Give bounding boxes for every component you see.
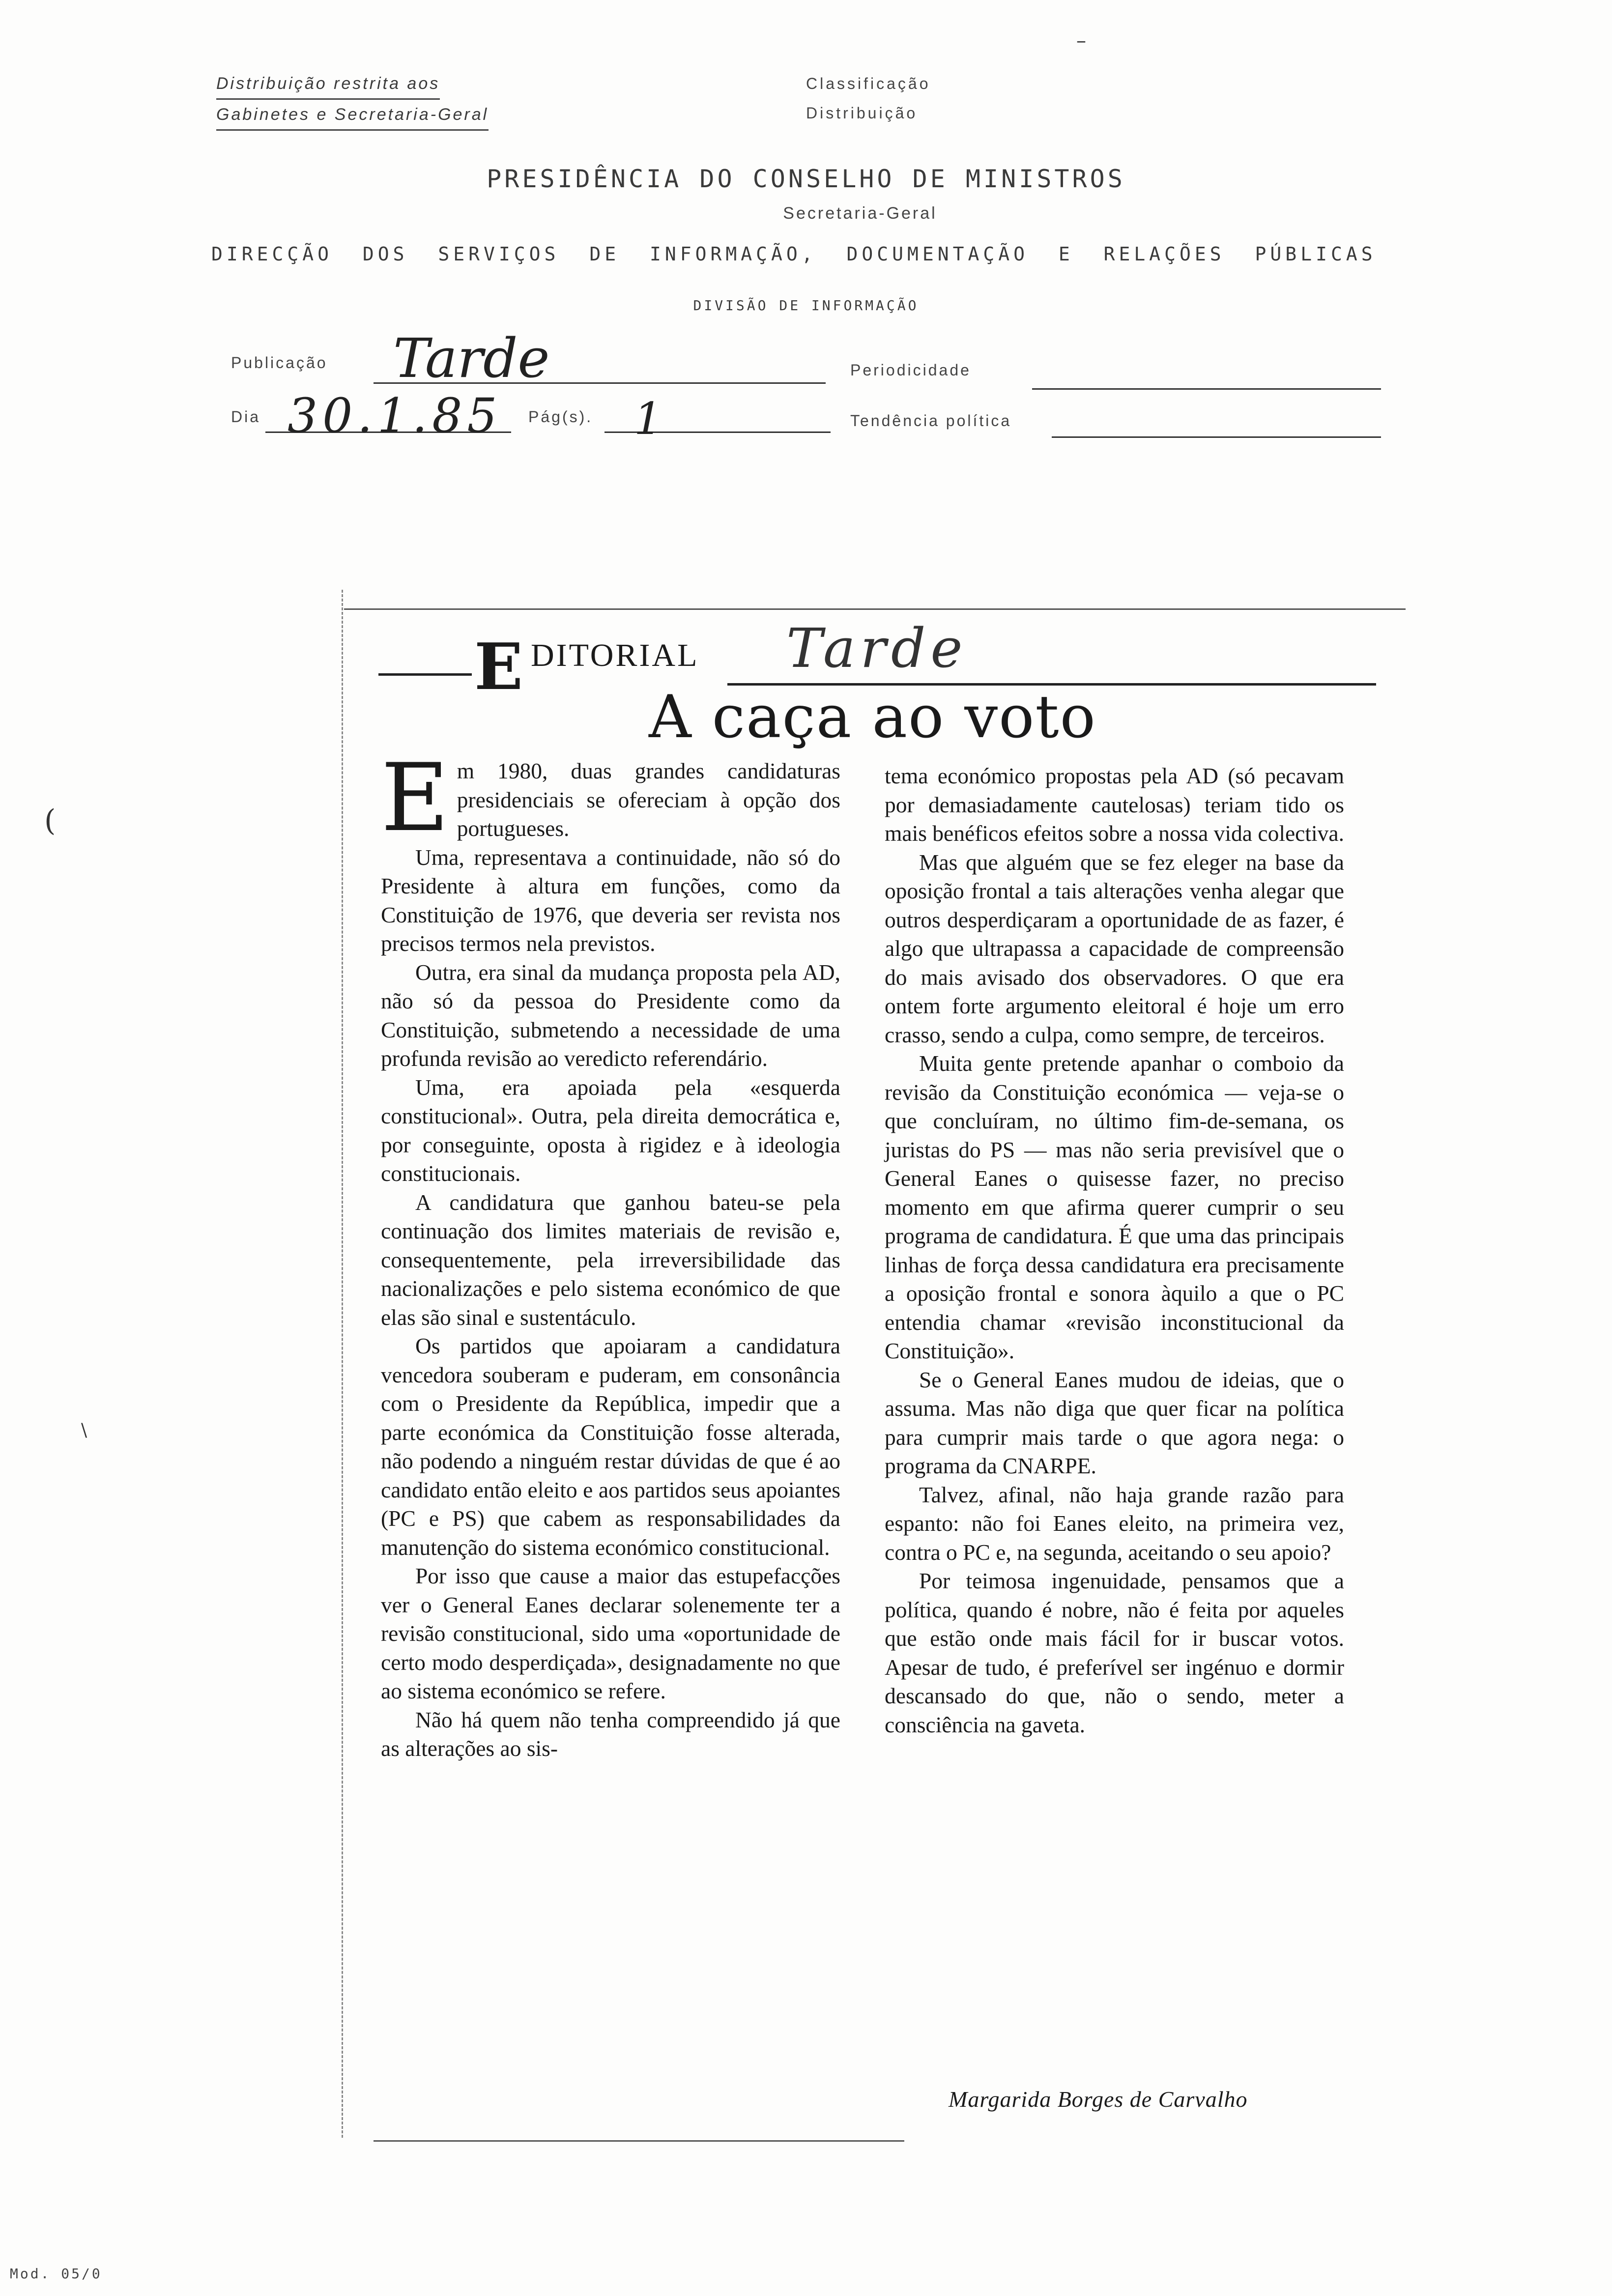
article-paragraph: Muita gente pretende apanhar o comboio da revisão da Constituição económica — veja-se o que concluíram, no último fim-de-semana, os juristas do PS — mas não seria previsível que o General Eanes o quisesse fazer, no preciso momento em que afirma querer cumprir o seu programa de candidatura. É que uma das principais linhas de força dessa candidatura era precisamente a oposição frontal e sonora àquilo a que o PC entendia chamar «revisão inconstitucional da Constituição». (885, 1051, 1344, 1363)
stray-dash-mark: – (1076, 29, 1086, 52)
article-paragraph: Uma, era apoiada pela «esquerda constitucional». Outra, pela direita democrática e, por conseguinte, oposta à rigidez e à ideologia constitucionais. (381, 1074, 840, 1186)
article-column-left (381, 744, 840, 1763)
clipping-top-edge (344, 608, 1406, 610)
classification-label: Classificação (806, 75, 931, 92)
periodicidade-underline (1032, 388, 1381, 390)
form-code: Mod. 05/0 (10, 2266, 102, 2282)
editorial-handwritten-note: Tarde (786, 617, 968, 680)
institution-title: PRESIDÊNCIA DO CONSELHO DE MINISTROS (487, 165, 1125, 193)
article-paragraph: Os partidos que apoiaram a candidatura vencedora souberam e puderam, em consonância com o Presidente da República, impedir que a parte económica da Constituição fosse alterada, não podendo a ninguém restar dúvidas de que é ao candidato então eleito e aos partidos seus apoiantes (PC e PS) que cabem as responsabilidades da manutenção do sistema económico constitucional. (381, 1333, 840, 1560)
article-paragraph: A candidatura que ganhou bateu-se pela continuação dos limites materiais de revisão e, consequentemente, pela irreversibilidade das nacionalizações e pelo sistema económico de que elas são sinal e sustentáculo. (381, 1189, 840, 1330)
article-title: A caça ao voto (649, 683, 1096, 751)
distribution-line-2: Gabinetes e Secretaria-Geral (216, 100, 489, 131)
article-column-right (885, 762, 1344, 1739)
clipping-bottom-edge (374, 2140, 904, 2142)
article-paragraph: Se o General Eanes mudou de ideias, que o assuma. Mas não diga que quer ficar na política para cumprir mais tarde o que agora nega: o programa da CNARPE. (885, 1367, 1344, 1478)
author-signature: Margarida Borges de Carvalho (949, 2087, 1248, 2112)
article-paragraph: Em 1980, duas grandes candidaturas presidenciais se ofereciam à opção dos portugueses. (381, 744, 840, 852)
editorial-rule-left (378, 673, 472, 676)
dia-handwritten: 30.1.85 (288, 388, 502, 443)
pags-label: Pág(s). (528, 408, 593, 426)
stray-tick-mark: \ (81, 1420, 87, 1440)
distribution-note (216, 69, 489, 131)
article-paragraph: tema económico propostas pela AD (só pecavam por demasiadamente cautelosas) teriam tido os mais benéficos efeitos sobre a nossa vida colectiva. (885, 763, 1344, 846)
editorial-label: DITORIAL (531, 637, 699, 673)
periodicidade-label: Periodicidade (850, 361, 971, 379)
stray-parenthesis-mark: ( (44, 804, 56, 838)
publicacao-handwritten: Tarde (393, 327, 550, 390)
article-paragraph: Por isso que cause a maior das estupefacções ver o General Eanes declarar solenemente ter a revisão constitucional, sido uma «oportunidade de certo modo desperdiçada», designadamente no que ao sistema económico se refere. (381, 1563, 840, 1703)
publicacao-label: Publicação (231, 354, 328, 372)
article-paragraph: Não há quem não tenha compreendido já que as alterações ao sis- (381, 1707, 840, 1761)
dia-label: Dia (231, 408, 261, 426)
distribution-line-1: Distribuição restrita aos (216, 69, 440, 100)
article-paragraph: Outra, era sinal da mudança proposta pela AD, não só da pessoa do Presidente como da Constituição, submetendo a necessidade de uma profunda revisão ao veredicto referendário. (381, 959, 840, 1071)
tendencia-underline (1052, 436, 1381, 438)
classification-block (806, 69, 931, 128)
distribution-label: Distribuição (806, 104, 918, 122)
article-paragraph: Mas que alguém que se fez eleger na base da oposição frontal a tais alterações venha alegar que outros desperdiçaram a oportunidade de as fazer, é algo que ultrapassa a capacidade de compreensão do mais avisado dos observadores. O que era ontem forte argumento eleitoral é hoje um erro crasso, sendo a culpa, como sempre, de terceiros. (885, 849, 1344, 1047)
pags-handwritten: 1 (634, 393, 662, 445)
direction-title: DIRECÇÃO DOS SERVIÇOS DE INFORMAÇÃO, DOCUMENTAÇÃO E RELAÇÕES PÚBLICAS (211, 243, 1377, 265)
article-paragraph: Por teimosa ingenuidade, pensamos que a política, quando é nobre, não é feita por aqueles que estão onde mais fácil for ir buscar votos. Apesar de tudo, é preferível ser ingénuo e dormir descansado do que, não o sendo, meter a consciência na gaveta. (885, 1568, 1344, 1737)
tendencia-label: Tendência política (850, 412, 1012, 430)
article-paragraph: Uma, representava a continuidade, não só do Presidente à altura em funções, como da Constituição de 1976, que deveria ser revista nos precisos termos nela previstos. (381, 844, 840, 956)
clipping-left-edge (342, 590, 343, 2138)
drop-cap: E (381, 744, 449, 852)
division-title: DIVISÃO DE INFORMAÇÃO (693, 297, 919, 314)
editorial-initial: E (474, 629, 523, 704)
secretariat-label: Secretaria-Geral (783, 204, 937, 223)
article-paragraph: Talvez, afinal, não haja grande razão para espanto: não foi Eanes eleito, na primeira vez, contra o PC e, na segunda, aceitando o seu apoio? (885, 1482, 1344, 1565)
